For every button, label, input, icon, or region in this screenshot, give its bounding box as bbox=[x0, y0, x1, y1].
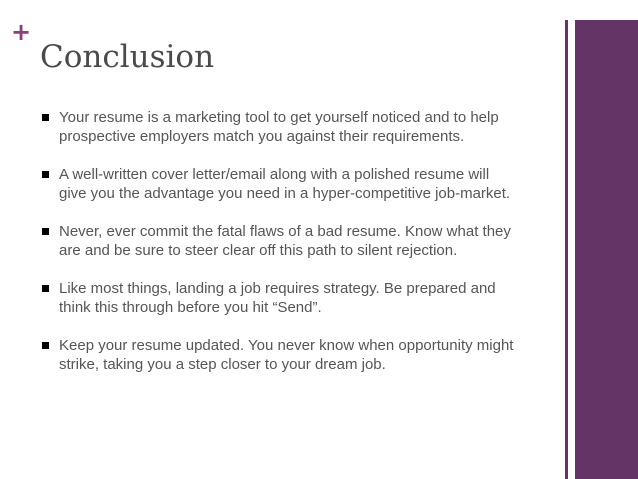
bullet-list bbox=[40, 108, 520, 393]
square-bullet-icon bbox=[42, 171, 49, 178]
plus-decoration: + bbox=[11, 18, 32, 46]
accent-bar-thick bbox=[575, 20, 638, 479]
bullet-text: Your resume is a marketing tool to get yourself noticed and to help prospective employers match you against their requirements. bbox=[59, 109, 499, 145]
slide-title: Conclusion bbox=[40, 39, 215, 75]
square-bullet-icon bbox=[42, 114, 49, 121]
bullet-item bbox=[40, 222, 520, 260]
bullet-item bbox=[40, 165, 520, 203]
bullet-text: Never, ever commit the fatal flaws of a bad resume. Know what they are and be sure to steer clear off this path to silent rejection. bbox=[59, 223, 511, 259]
accent-bar-thin bbox=[565, 20, 568, 479]
bullet-text: A well-written cover letter/email along with a polished resume will give you the advantage you need in a hyper-competitive job-market. bbox=[59, 166, 511, 202]
square-bullet-icon bbox=[42, 228, 49, 235]
square-bullet-icon bbox=[42, 285, 49, 292]
bullet-text: Like most things, landing a job requires strategy. Be prepared and think this through before you hit “Send”. bbox=[59, 280, 496, 316]
bullet-item bbox=[40, 336, 520, 374]
bullet-item bbox=[40, 108, 520, 146]
bullet-item bbox=[40, 279, 520, 317]
bullet-text: Keep your resume updated. You never know when opportunity might strike, taking you a step closer to your dream job. bbox=[59, 337, 514, 373]
square-bullet-icon bbox=[42, 342, 49, 349]
